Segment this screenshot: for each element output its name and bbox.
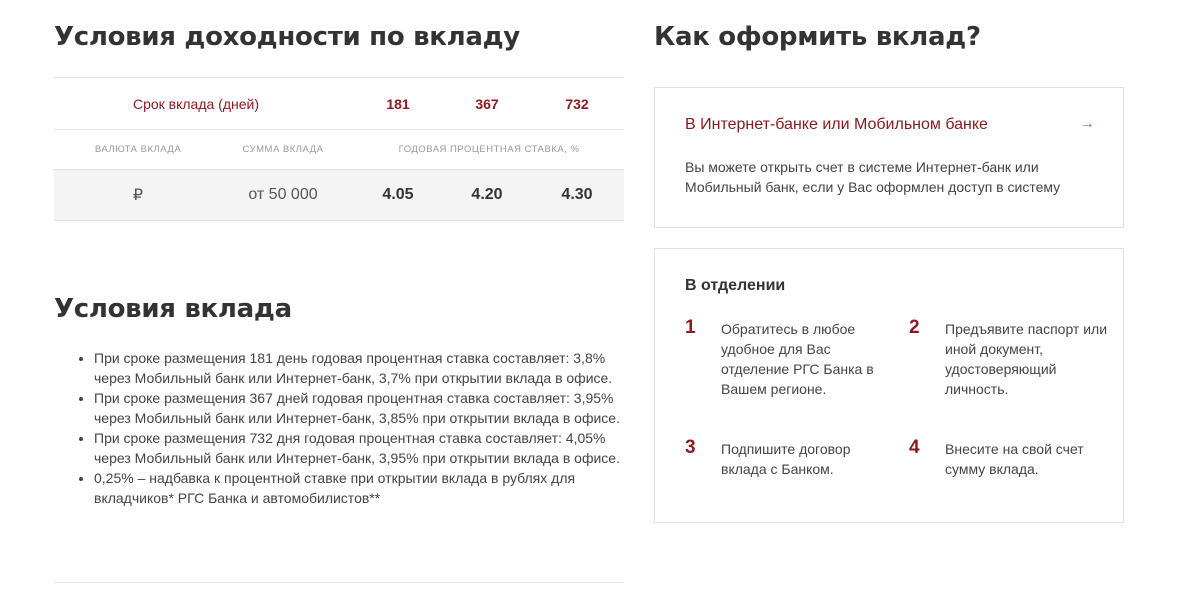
header-amount: СУММА ВКЛАДА bbox=[242, 144, 324, 155]
online-card-title[interactable]: В Интернет-банке или Мобильном банке bbox=[685, 116, 988, 133]
rates-table bbox=[54, 77, 624, 221]
rate-181: 4.05 bbox=[382, 186, 414, 203]
arrow-right-icon[interactable]: → bbox=[1079, 115, 1095, 132]
term-row bbox=[54, 78, 624, 130]
step-3 bbox=[685, 439, 895, 479]
list-item: • При сроке размещения 732 дня годовая процентная ставка составляет: 4,05% через Мобильный банк или Интернет-банк, 3,95% при открытии вклада в офисе. bbox=[94, 428, 624, 468]
online-card[interactable] bbox=[654, 87, 1124, 228]
how-title: Как оформить вклад? bbox=[654, 22, 981, 52]
table-row bbox=[54, 170, 624, 221]
step-number: 1 bbox=[685, 317, 696, 338]
step-4 bbox=[909, 439, 1119, 479]
step-text: Подпишите договор вклада с Банком. bbox=[721, 441, 851, 477]
term-181[interactable]: 181 bbox=[386, 95, 410, 112]
step-1 bbox=[685, 319, 895, 399]
term-label: Срок вклада (дней) bbox=[132, 95, 260, 112]
step-text: Внесите на свой счет сумму вклада. bbox=[945, 441, 1084, 477]
list-item: • При сроке размещения 367 дней годовая процентная ставка составляет: 3,95% через Мобильный банк или Интернет-банк, 3,85% при открытии вклада в офисе. bbox=[94, 388, 624, 428]
amount-value: от 50 000 bbox=[248, 186, 318, 203]
divider bbox=[54, 582, 624, 583]
list-item: • При сроке размещения 181 день годовая процентная ставка составляет: 3,8% через Мобильный банк или Интернет-банк, 3,7% при открытии вклада в офисе. bbox=[94, 348, 624, 388]
step-2 bbox=[909, 319, 1119, 399]
step-number: 2 bbox=[909, 317, 920, 338]
online-card-text: Вы можете открыть счет в системе Интернет-банк или Мобильный банк, если у Вас оформлен доступ в систему bbox=[685, 159, 1061, 195]
conditions-list bbox=[54, 348, 624, 508]
step-number: 4 bbox=[909, 437, 920, 458]
yield-title: Условия доходности по вкладу bbox=[54, 22, 520, 52]
conditions-title: Условия вклада bbox=[54, 294, 292, 324]
currency-value: ₽ bbox=[132, 187, 144, 204]
header-currency: ВАЛЮТА ВКЛАДА bbox=[94, 144, 182, 155]
header-row bbox=[54, 130, 624, 170]
rate-732: 4.30 bbox=[561, 186, 593, 203]
term-732[interactable]: 732 bbox=[565, 95, 589, 112]
office-card bbox=[654, 248, 1124, 523]
step-number: 3 bbox=[685, 437, 696, 458]
header-rate: ГОДОВАЯ ПРОЦЕНТНАЯ СТАВКА, % bbox=[398, 144, 580, 155]
term-367[interactable]: 367 bbox=[475, 95, 499, 112]
step-text: Предъявите паспорт или иной документ, удостоверяющий личность. bbox=[945, 321, 1108, 397]
rate-367: 4.20 bbox=[471, 186, 503, 203]
list-item: • 0,25% – надбавка к процентной ставке при открытии вклада в рублях для вкладчиков* РГС Банка и автомобилистов** bbox=[94, 468, 624, 508]
office-card-title: В отделении bbox=[685, 277, 786, 294]
step-text: Обратитесь в любое удобное для Вас отделение РГС Банка в Вашем регионе. bbox=[721, 321, 874, 397]
